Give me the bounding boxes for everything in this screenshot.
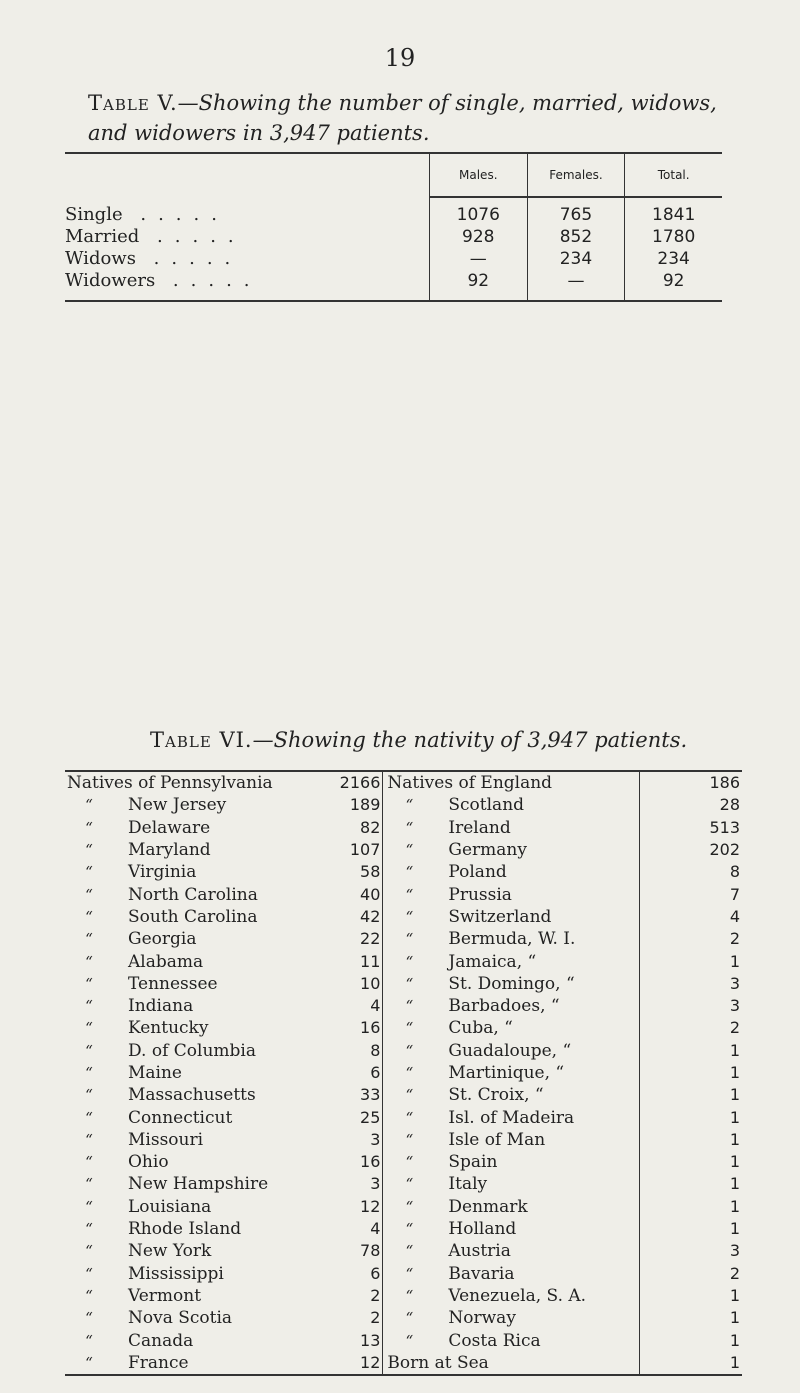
table-row	[65, 794, 742, 816]
left-place-cell	[65, 771, 316, 794]
left-place-cell	[65, 1084, 316, 1106]
right-place-cell	[383, 1062, 639, 1084]
left-count-cell: 107	[316, 839, 383, 861]
left-place-name: Missouri	[128, 1129, 204, 1150]
ditto-mark: “	[85, 907, 93, 926]
left-place-cell	[65, 1218, 316, 1240]
left-count-cell: 11	[316, 950, 383, 972]
right-place-name: Austria	[448, 1241, 511, 1262]
left-place-name: Georgia	[128, 929, 197, 950]
left-place-name: Ohio	[128, 1152, 169, 1173]
right-place-cell	[383, 1263, 639, 1285]
left-place-name: Rhode Island	[128, 1219, 242, 1240]
right-count-cell: 1	[639, 1106, 742, 1128]
right-place-cell	[383, 973, 639, 995]
left-place-cell	[65, 817, 316, 839]
right-place-cell	[383, 771, 639, 794]
ditto-mark: “	[85, 1108, 93, 1127]
left-place-cell	[65, 1329, 316, 1351]
right-place-name: Denmark	[448, 1196, 528, 1217]
right-place-name: Bavaria	[448, 1263, 515, 1284]
left-place-name: Tennessee	[128, 973, 218, 994]
right-place-name: Norway	[448, 1308, 516, 1329]
table-row	[65, 270, 722, 301]
left-place-name: France	[128, 1352, 189, 1373]
table-vi-nativity	[65, 770, 742, 1376]
right-prefix: Natives of	[387, 773, 475, 794]
left-place-name: Nova Scotia	[128, 1308, 233, 1329]
left-place-name: Mississippi	[128, 1263, 224, 1284]
ditto-mark: “	[85, 1286, 93, 1305]
row-label: Widows	[65, 248, 136, 269]
row-label-cell	[65, 226, 429, 248]
right-place-name: Martinique, “	[448, 1063, 565, 1083]
table-row	[65, 928, 742, 950]
right-place-cell	[383, 1196, 639, 1218]
left-place-name: South Carolina	[128, 906, 258, 927]
ditto-mark: “	[405, 1309, 414, 1328]
left-place-cell	[65, 1151, 316, 1173]
ditto-mark: “	[405, 1286, 414, 1305]
left-place-cell	[65, 973, 316, 995]
left-count-cell: 33	[316, 1084, 383, 1106]
total-cell: 1780	[625, 226, 722, 248]
left-place-cell	[65, 794, 316, 816]
left-place-name: Kentucky	[128, 1018, 209, 1039]
right-place-cell	[383, 1084, 639, 1106]
ditto-mark: “	[85, 1264, 93, 1283]
table-row	[65, 973, 742, 995]
right-count-cell: 8	[639, 861, 742, 883]
males-cell: —	[429, 248, 527, 270]
table-vi-caption	[150, 725, 800, 755]
ditto-mark: “	[405, 1086, 414, 1105]
ditto-mark: “	[85, 1353, 93, 1372]
left-place-cell	[65, 1263, 316, 1285]
right-place-cell	[383, 883, 639, 905]
ditto-mark: “	[85, 974, 93, 993]
ditto-mark: “	[85, 1019, 93, 1038]
ditto-mark: “	[405, 885, 414, 904]
table-v-header-row	[65, 153, 722, 197]
right-count-cell: 2	[639, 1263, 742, 1285]
left-place-cell	[65, 883, 316, 905]
table-row	[65, 1263, 742, 1285]
left-place-cell	[65, 839, 316, 861]
left-place-cell	[65, 1173, 316, 1195]
ditto-mark: “	[85, 796, 93, 815]
right-count-cell: 1	[639, 950, 742, 972]
table-row	[65, 1329, 742, 1351]
table-row	[65, 1106, 742, 1128]
page-number: 19	[384, 44, 416, 72]
right-place-cell	[383, 1017, 639, 1039]
row-label: Single	[65, 203, 123, 225]
ditto-mark: “	[85, 1153, 93, 1172]
right-place-cell	[383, 839, 639, 861]
right-place-cell	[383, 950, 639, 972]
left-count-cell: 40	[316, 883, 383, 905]
ditto-mark: “	[405, 997, 414, 1016]
left-count-cell: 3	[316, 1129, 383, 1151]
table-row	[65, 1040, 742, 1062]
table-row	[65, 995, 742, 1017]
right-place-name: Venezuela, S. A.	[448, 1285, 587, 1306]
ditto-mark: “	[405, 1130, 414, 1149]
left-place-name: Vermont	[128, 1285, 202, 1306]
right-count-cell: 1	[639, 1040, 742, 1062]
right-place-name: Isle of Man	[448, 1129, 546, 1150]
table-row	[65, 248, 722, 270]
ditto-mark: “	[405, 974, 414, 993]
table-row	[65, 1129, 742, 1151]
left-count-cell: 13	[316, 1329, 383, 1351]
ditto-mark: “	[405, 1153, 414, 1172]
left-place-name: D. of Columbia	[128, 1040, 256, 1061]
left-count-cell: 16	[316, 1151, 383, 1173]
left-place-name: New York	[128, 1241, 212, 1262]
left-place-cell	[65, 1352, 316, 1375]
table-row	[65, 1173, 742, 1195]
ditto-mark: “	[85, 818, 93, 837]
left-place-cell	[65, 1017, 316, 1039]
left-count-cell: 2	[316, 1285, 383, 1307]
right-count-cell: 1	[639, 1329, 742, 1351]
males-cell: 928	[429, 226, 527, 248]
right-count-cell: 1	[639, 1084, 742, 1106]
ditto-mark: “	[405, 1175, 414, 1194]
table-row	[65, 1218, 742, 1240]
ditto-mark: “	[85, 1175, 93, 1194]
left-place-name: Delaware	[128, 817, 211, 838]
leader-dots: .....	[135, 248, 243, 269]
left-count-cell: 2166	[316, 771, 383, 794]
right-place-name: Scotland	[448, 795, 525, 816]
ditto-mark: “	[85, 1242, 93, 1261]
left-place-name: Maryland	[128, 840, 211, 861]
males-cell: 92	[429, 270, 527, 301]
right-count-cell: 3	[639, 1240, 742, 1262]
ditto-mark: “	[85, 1309, 93, 1328]
left-place-name: Indiana	[128, 996, 194, 1017]
table-row	[65, 839, 742, 861]
right-count-cell: 28	[639, 794, 742, 816]
right-place-cell	[383, 1129, 639, 1151]
left-place-name: New Hampshire	[128, 1174, 269, 1195]
right-place-name: England	[480, 773, 553, 794]
left-place-cell	[65, 1062, 316, 1084]
left-count-cell: 8	[316, 1040, 383, 1062]
left-count-cell: 6	[316, 1263, 383, 1285]
ditto-mark: “	[405, 907, 414, 926]
left-place-cell	[65, 950, 316, 972]
right-place-cell	[383, 1240, 639, 1262]
ditto-mark: “	[405, 796, 414, 815]
right-place-name: St. Croix, “	[448, 1085, 544, 1106]
right-place-cell	[383, 1151, 639, 1173]
right-place-cell	[383, 1352, 639, 1375]
table-vi-description: —Showing the nativity of 3,947 patients.	[252, 728, 688, 752]
table-vi-label: Table VI.	[150, 728, 253, 752]
right-place-cell	[383, 817, 639, 839]
left-count-cell: 82	[316, 817, 383, 839]
left-place-name: Pennsylvania	[160, 773, 273, 794]
leader-dots: .....	[122, 203, 229, 225]
right-place-name: Isl. of Madeira	[448, 1107, 575, 1128]
table-row	[65, 861, 742, 883]
left-place-cell	[65, 1040, 316, 1062]
right-place-cell	[383, 1307, 639, 1329]
left-place-cell	[65, 1129, 316, 1151]
ditto-mark: “	[85, 1331, 93, 1350]
table-row	[65, 197, 722, 226]
females-cell: 765	[527, 197, 625, 226]
right-count-cell: 3	[639, 995, 742, 1017]
right-place-name: Poland	[448, 862, 507, 883]
right-place-cell	[383, 1218, 639, 1240]
leader-dots: .....	[155, 270, 262, 291]
ditto-mark: “	[85, 863, 93, 882]
left-place-cell	[65, 1106, 316, 1128]
right-count-cell: 1	[639, 1151, 742, 1173]
males-cell: 1076	[429, 197, 527, 226]
left-place-cell	[65, 928, 316, 950]
table-v-header-females: Females.	[527, 153, 625, 197]
left-count-cell: 12	[316, 1352, 383, 1375]
right-place-name: Barbadoes, “	[448, 996, 560, 1017]
right-count-cell: 1	[639, 1352, 742, 1375]
total-cell: 92	[625, 270, 722, 301]
right-count-cell: 1	[639, 1196, 742, 1218]
right-place-cell	[383, 1040, 639, 1062]
ditto-mark: “	[405, 841, 414, 860]
right-count-cell: 2	[639, 928, 742, 950]
table-row	[65, 771, 742, 794]
ditto-mark: “	[85, 1064, 93, 1082]
right-place-name: Switzerland	[448, 906, 552, 927]
left-count-cell: 25	[316, 1106, 383, 1128]
right-place-cell	[383, 995, 639, 1017]
right-place-name: Guadaloupe, “	[448, 1040, 572, 1061]
right-count-cell: 1	[639, 1173, 742, 1195]
total-cell: 234	[625, 248, 722, 270]
ditto-mark: “	[405, 1242, 414, 1261]
right-count-cell: 1	[639, 1062, 742, 1084]
table-v-caption	[88, 88, 748, 148]
right-place-cell	[383, 1285, 639, 1307]
left-place-name: Louisiana	[128, 1196, 212, 1217]
table-v-header-males: Males.	[429, 153, 527, 197]
row-label-cell	[65, 248, 429, 270]
left-count-cell: 16	[316, 1017, 383, 1039]
left-place-name: New Jersey	[128, 795, 227, 816]
ditto-mark: “	[405, 930, 414, 949]
left-count-cell: 58	[316, 861, 383, 883]
right-count-cell: 7	[639, 883, 742, 905]
ditto-mark: “	[405, 1264, 414, 1283]
ditto-mark: “	[85, 1086, 93, 1105]
left-count-cell: 4	[316, 995, 383, 1017]
left-place-name: Massachusetts	[128, 1085, 256, 1106]
ditto-mark: “	[85, 930, 93, 949]
ditto-mark: “	[405, 1108, 414, 1127]
table-row	[65, 906, 742, 928]
left-place-name: Virginia	[128, 862, 197, 883]
left-count-cell: 189	[316, 794, 383, 816]
left-place-name: Canada	[128, 1330, 194, 1351]
table-row	[65, 1240, 742, 1262]
left-place-cell	[65, 906, 316, 928]
left-place-name: Alabama	[128, 951, 204, 972]
right-place-name: Prussia	[448, 884, 512, 905]
right-count-cell: 4	[639, 906, 742, 928]
table-row	[65, 1196, 742, 1218]
left-place-cell	[65, 1307, 316, 1329]
table-row	[65, 1151, 742, 1173]
ditto-mark: “	[85, 1130, 93, 1149]
table-row	[65, 1307, 742, 1329]
right-place-cell	[383, 928, 639, 950]
ditto-mark: “	[405, 1041, 414, 1060]
right-place-name: Bermuda, W. I.	[448, 929, 576, 950]
right-place-name: Italy	[448, 1174, 488, 1195]
right-place-name: Cuba, “	[448, 1018, 513, 1039]
right-place-name: Jamaica, “	[448, 951, 537, 972]
right-place-cell	[383, 906, 639, 928]
table-v-marital-status	[65, 152, 722, 302]
table-row	[65, 1352, 742, 1375]
right-count-cell: 186	[639, 771, 742, 794]
left-place-cell	[65, 1285, 316, 1307]
table-row	[65, 1017, 742, 1039]
left-count-cell: 42	[316, 906, 383, 928]
left-count-cell: 10	[316, 973, 383, 995]
right-place-cell	[383, 1329, 639, 1351]
right-place-name: Costa Rica	[448, 1330, 541, 1351]
right-place-cell	[383, 861, 639, 883]
leader-dots: .....	[139, 226, 246, 247]
row-label: Widowers	[65, 270, 156, 291]
table-row	[65, 1084, 742, 1106]
left-place-cell	[65, 1240, 316, 1262]
left-count-cell: 6	[316, 1062, 383, 1084]
ditto-mark: “	[85, 841, 93, 860]
left-place-name: Maine	[128, 1063, 182, 1083]
ditto-mark: “	[405, 1019, 414, 1038]
right-count-cell: 1	[639, 1129, 742, 1151]
table-row	[65, 1062, 742, 1084]
ditto-mark: “	[85, 1220, 93, 1239]
table-v-description: —Showing the number of single, married, widows, and widowers in 3,947 patients.	[88, 91, 717, 145]
right-count-cell: 513	[639, 817, 742, 839]
left-prefix: Natives of	[67, 773, 155, 794]
ditto-mark: “	[85, 952, 93, 971]
left-count-cell: 78	[316, 1240, 383, 1262]
right-place-cell	[383, 1106, 639, 1128]
right-place-name: Spain	[448, 1152, 498, 1173]
ditto-mark: “	[85, 1041, 93, 1060]
table-row	[65, 950, 742, 972]
ditto-mark: “	[405, 1220, 414, 1239]
ditto-mark: “	[85, 1197, 93, 1216]
left-count-cell: 12	[316, 1196, 383, 1218]
left-count-cell: 3	[316, 1173, 383, 1195]
table-row	[65, 1285, 742, 1307]
right-place-cell	[383, 794, 639, 816]
left-place-cell	[65, 861, 316, 883]
table-v-header-blank	[65, 153, 429, 197]
right-place-name: St. Domingo, “	[448, 973, 575, 994]
right-count-cell: 202	[639, 839, 742, 861]
left-count-cell: 4	[316, 1218, 383, 1240]
table-row	[65, 883, 742, 905]
table-v-label: Table V.	[88, 91, 178, 115]
right-count-cell: 1	[639, 1307, 742, 1329]
right-place-name: Ireland	[448, 817, 511, 838]
ditto-mark: “	[405, 952, 414, 971]
right-count-cell: 2	[639, 1017, 742, 1039]
ditto-mark: “	[405, 818, 414, 837]
females-cell: 234	[527, 248, 625, 270]
right-count-cell: 3	[639, 973, 742, 995]
females-cell: 852	[527, 226, 625, 248]
ditto-mark: “	[405, 1197, 414, 1216]
ditto-mark: “	[405, 1064, 414, 1082]
right-place-name: Germany	[448, 840, 527, 861]
table-v-header-total: Total.	[625, 153, 722, 197]
left-place-name: North Carolina	[128, 884, 258, 905]
ditto-mark: “	[85, 997, 93, 1016]
ditto-mark: “	[85, 885, 93, 904]
row-label-cell	[65, 197, 429, 226]
table-row	[65, 817, 742, 839]
ditto-mark: “	[405, 863, 414, 882]
left-place-name: Connecticut	[128, 1107, 233, 1128]
right-count-cell: 1	[639, 1218, 742, 1240]
right-place-name: Holland	[448, 1219, 517, 1240]
ditto-mark: “	[405, 1331, 414, 1350]
row-label-cell	[65, 270, 429, 301]
row-label: Married	[65, 226, 140, 247]
left-place-cell	[65, 995, 316, 1017]
left-count-cell: 2	[316, 1307, 383, 1329]
left-count-cell: 22	[316, 928, 383, 950]
total-cell: 1841	[625, 197, 722, 226]
females-cell: —	[527, 270, 625, 301]
right-place-cell	[383, 1173, 639, 1195]
table-row	[65, 226, 722, 248]
right-count-cell: 1	[639, 1285, 742, 1307]
right-prefix: Born at Sea	[387, 1352, 489, 1373]
left-place-cell	[65, 1196, 316, 1218]
